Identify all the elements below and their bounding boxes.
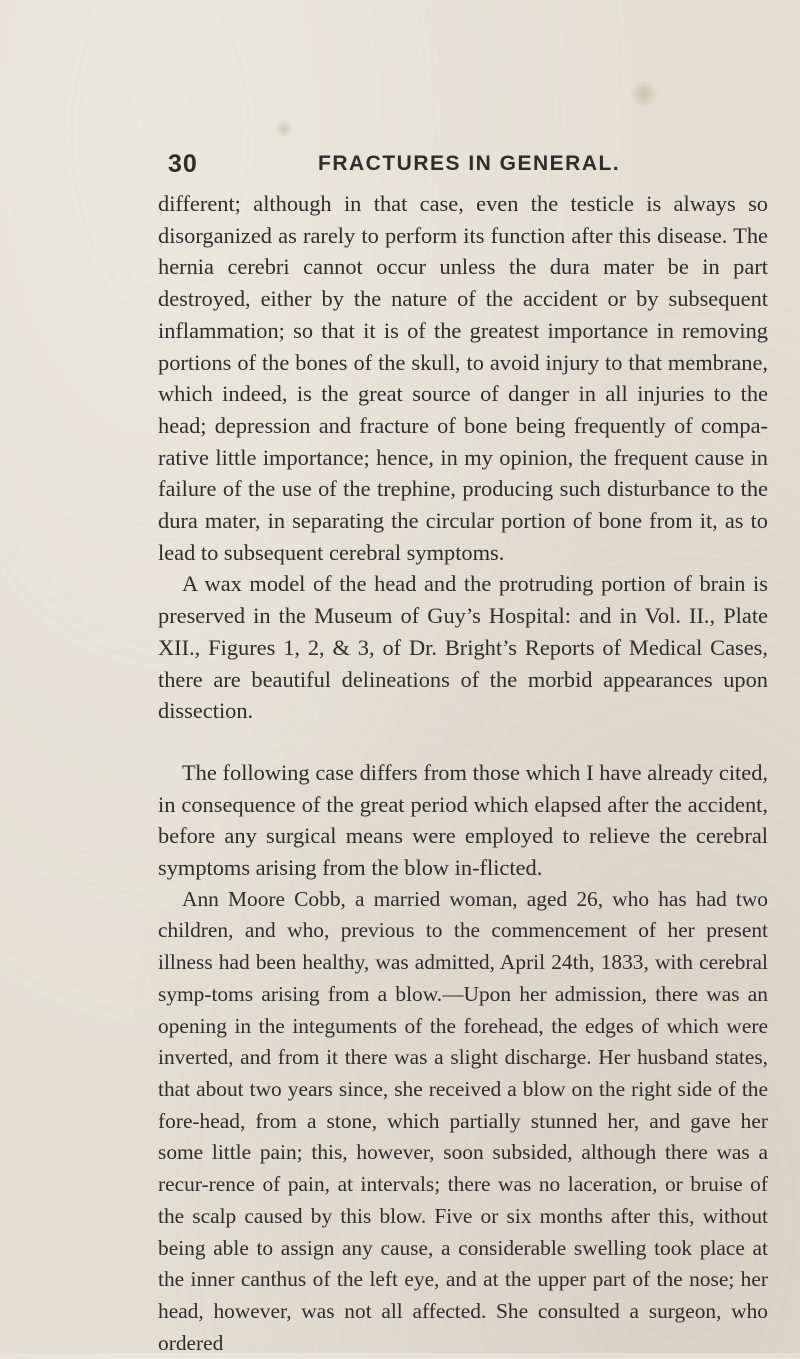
page-number: 30 (168, 150, 198, 178)
paragraph-following-case: The following case differs from those which I have already cited, in consequence of the great period which elapsed after the accident, before any surgical means were employed to relieve the cerebral symptoms arising from the blow in-flicted. (158, 759, 768, 881)
paper-stain (630, 80, 658, 108)
paragraph-case-report: Ann Moore Cobb, a married woman, aged 26, who has had two children, and who, previous to the commencement of her present illness had been healthy, was admitted, April 24th, 1833, with cerebral symp-toms arising from a blow.—Upon her admission, there was an opening in the integuments of the forehead, the edges of which were inverted, and from it there was a slight discharge. Her husband states, that about two years since, she received a blow on the right side of the fore-head, from a stone, which partially stunned her, and gave her some little pain; this, however, soon subsided, although there was a recur-rence of pain, at intervals; there was no laceration, or bruise of the scalp caused by this blow. Five or six months after this, without being able to assign any cause, a considerable swelling took place at the inner canthus of the left eye, and at the upper part of the nose; her head, however, was not all affected. She consulted a surgeon, who ordered (158, 886, 768, 1355)
page-header (168, 150, 768, 190)
paper-stain (275, 120, 293, 138)
running-head: FRACTURES IN GENERAL. (318, 152, 621, 175)
paragraph-wax-model: A wax model of the head and the protruding portion of brain is preserved in the Museum of Guy’s Hospital: and in Vol. II., Plate XII., Figures 1, 2, & 3, of Dr. Bright’s Reports of Medical Cases, there are beautiful delineations of the morbid appearances upon dissection. (158, 571, 768, 724)
paragraph-hernia-cerebri: different; although in that case, even the testicle is always so disorganized as rarely to perform its function after this disease. The hernia cerebri cannot occur unless the dura mater be in part destroyed, either by the nature of the accident or by subsequent inflammation; so that it is of the greatest importance in removing portions of the bones of the skull, to avoid injury to that membrane, which indeed, is the great source of danger in all injuries to the head; depression and fracture of bone being frequently of compa-rative little importance; hence, in my opinion, the frequent cause in failure of the use of the trephine, producing such disturbance to the dura mater, in separating the circular portion of bone from it, as to lead to subsequent cerebral symptoms. (158, 191, 768, 565)
body-text (158, 188, 768, 1359)
section-break (158, 727, 768, 757)
